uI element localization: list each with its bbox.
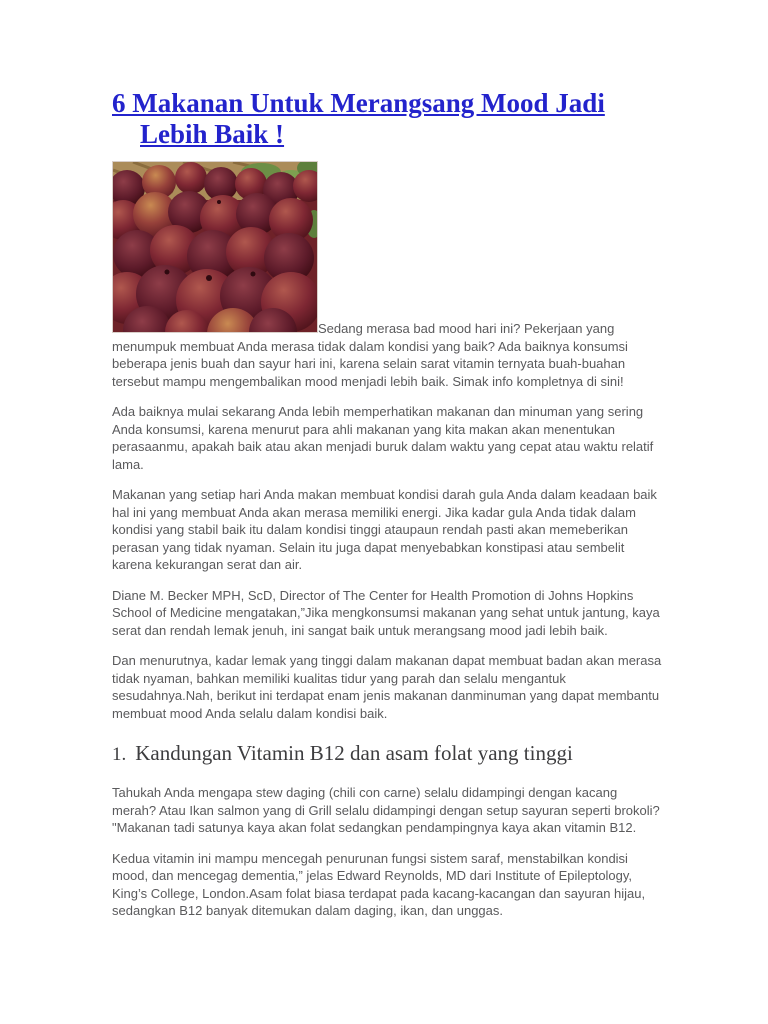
intro-paragraph-2: Ada baiknya mulai sekarang Anda lebih memperhatikan makanan dan minuman yang sering Anda konsumsi, karena menurut para ahli makanan yang kita makan akan menentukan perasaanmu, apakah baik atau akan menjadi buruk dalam waktu yang cepat atau waktu relatif lama. — [112, 404, 654, 472]
section-heading — [112, 740, 664, 768]
paragraph-text: Sedang merasa bad mood hari ini? Pekerjaan yang menumpuk membuat Anda merasa tidak dalam kondisi yang baik? Ada baiknya konsumsi beberapa jenis buah dan sayur hari ini, karena selain sarat vitamin ternyata buah-buahan tersebut mampu mengembalikan mood menjadi lebih baik. Simak info kompletnya di sini! — [112, 321, 628, 389]
article-title: 6 Makanan Untuk Merangsang Mood Jadi Lebih Baik ! — [112, 88, 605, 149]
intro-paragraph-3: Makanan yang setiap hari Anda makan membuat kondisi darah gula Anda dalam keadaan baik hal ini yang membuat Anda akan merasa memiliki energi. Jika kadar gula Anda tidak dalam kondisi yang stabil baik itu dalam kondisi tinggi ataupaun rendah pasti akan memeberikan perasan yang tidak nyaman. Selain itu juga dapat menyebabkan konstipasi atau sembelit karena kekurangan serat dan air. — [112, 487, 657, 572]
section-paragraph-2: Kedua vitamin ini mampu mencegah penurunan fungsi sistem saraf, menstabilkan kondisi mood, dan mencegag dementia,” jelas Edward Reynolds, MD dari Institute of Epileptology, King’s College, London.Asam folat biasa terdapat pada kacang-kacangan dan sayuran hijau, sedangkan B12 banyak ditemukan dalam daging, ikan, dan unggas. — [112, 850, 646, 918]
section-heading-text: Kandungan Vitamin B12 dan asam folat yang tinggi — [135, 741, 573, 765]
intro-paragraph-1 — [112, 161, 664, 390]
section-number: 1. — [112, 744, 127, 765]
plums-photo — [112, 161, 318, 333]
intro-paragraph-4: Diane M. Becker MPH, ScD, Director of The Center for Health Promotion di Johns Hopkins School of Medicine mengatakan,”Jika mengkonsumsi makanan yang sehat untuk jantung, kaya serat dan rendah lemak jenuh, ini sangat baik untuk merangsang mood jadi lebih baik. — [112, 587, 660, 638]
intro-paragraph-5: Dan menurutnya, kadar lemak yang tinggi dalam makanan dapat membuat badan akan merasa tidak nyaman, bahkan memiliki kualitas tidur yang parah dan selalu mengantuk sesudahnya.Nah, berikut ini terdapat enam jenis makanan danminuman yang dapat membantu membuat mood Anda selalu dalam kondisi baik. — [112, 653, 662, 721]
section-paragraph-1: Tahukah Anda mengapa stew daging (chili con carne) selalu didampingi dengan kacang merah? Atau Ikan salmon yang di Grill selalu didampingi dengan setup sayuran seperti brokoli? "Makanan tadi satunya kaya akan folat sedangkan pendampingnya kaya akan vitamin B12. — [112, 785, 660, 835]
